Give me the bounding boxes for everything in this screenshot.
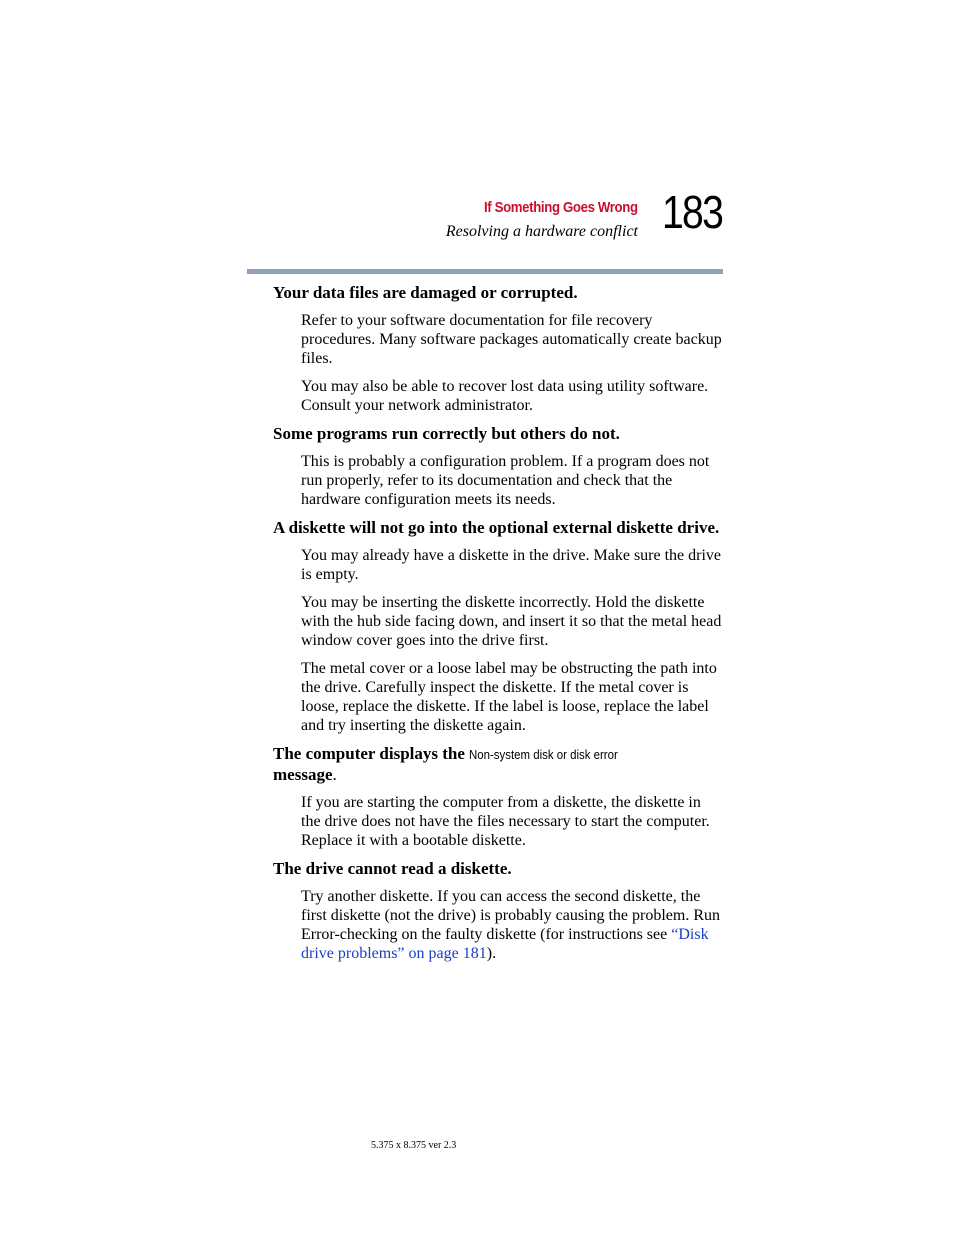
topic-heading	[273, 744, 723, 785]
topic-heading: Some programs run correctly but others do not.	[273, 424, 620, 443]
page-content	[273, 283, 723, 972]
heading-text: message	[273, 765, 333, 784]
paragraph: You may already have a diskette in the drive. Make sure the drive is empty.	[301, 547, 722, 583]
topic-heading: Your data files are damaged or corrupted.	[273, 283, 578, 302]
page-number: 183	[662, 186, 723, 238]
header-rule	[247, 269, 723, 274]
error-message-code: Non-system disk or disk error	[469, 747, 618, 762]
paragraph-text: Try another diskette. If you can access the second diskette, the first diskette (not the drive) is probably causing the problem. Run Error-checking on the faulty diskette (for instructions see	[301, 888, 721, 943]
heading-text: The computer displays the	[273, 744, 470, 763]
chapter-title: If Something Goes Wrong	[484, 199, 638, 216]
paragraph: You may be inserting the diskette incorrectly. Hold the diskette with the hub side facing down, and insert it so that the metal head window cover goes into the drive first.	[301, 594, 722, 649]
paragraph-text: ).	[486, 945, 497, 962]
paragraph: You may also be able to recover lost data using utility software. Consult your network administrator.	[301, 378, 709, 414]
heading-period: .	[332, 765, 337, 784]
paragraph: Refer to your software documentation for file recovery procedures. Many software packages automatically create backup files.	[301, 312, 722, 367]
paragraph: If you are starting the computer from a diskette, the diskette in the drive does not have the files necessary to start the computer. Replace it with a bootable diskette.	[301, 794, 710, 849]
topic-heading: The drive cannot read a diskette.	[273, 859, 512, 878]
version-footer: 5.375 x 8.375 ver 2.3	[371, 1140, 457, 1151]
section-title: Resolving a hardware conflict	[445, 223, 638, 240]
paragraph: This is probably a configuration problem. If a program does not run properly, refer to its documentation and check that the hardware configuration meets its needs.	[301, 453, 710, 508]
paragraph	[301, 887, 723, 963]
cross-reference-link[interactable]: “Disk drive problems” on page 181	[301, 926, 709, 962]
paragraph: The metal cover or a loose label may be obstructing the path into the drive. Carefully inspect the diskette. If the metal cover is loose, replace the diskette. If the label is loose, replace the label and try inserting the diskette again.	[301, 660, 717, 734]
topic-heading: A diskette will not go into the optional external diskette drive.	[273, 518, 720, 537]
